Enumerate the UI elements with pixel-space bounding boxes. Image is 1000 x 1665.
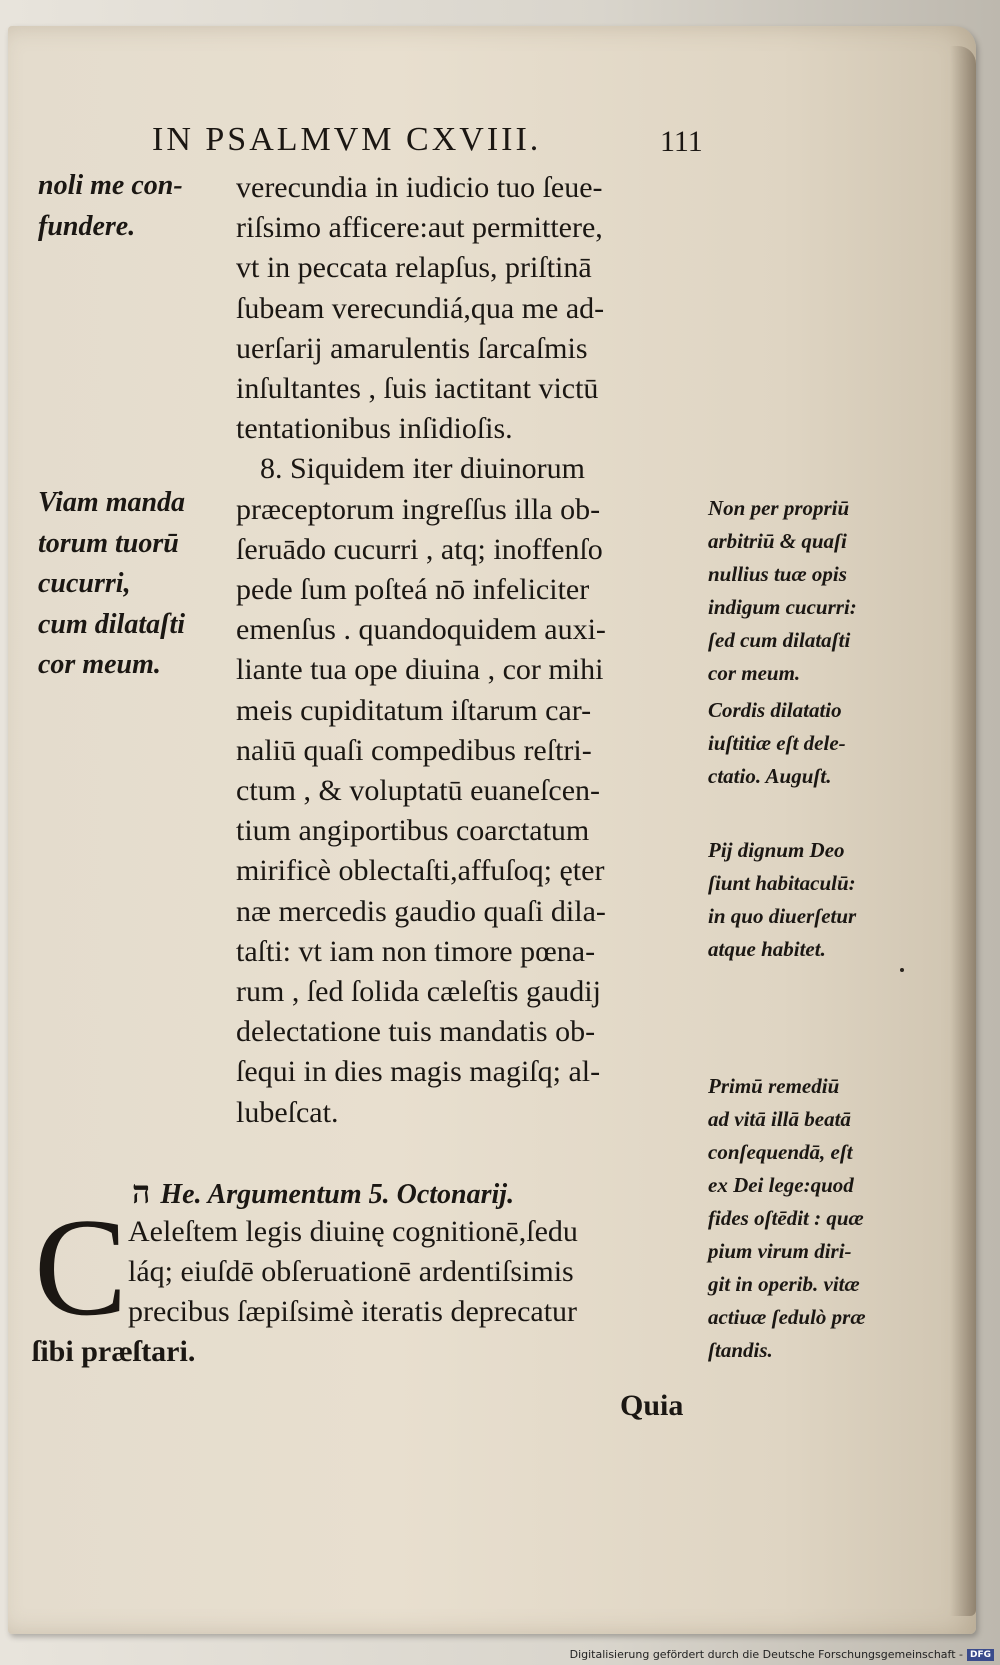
gloss-line: fides oſtēdit : quæ <box>708 1206 864 1230</box>
gloss-line: Viam manda <box>38 487 186 518</box>
gloss-line: ctatio. Auguſt. <box>708 764 832 788</box>
gloss-line: torum tuorū <box>38 527 179 559</box>
gloss-line: cor meum. <box>708 661 801 685</box>
right-margin-gloss <box>708 492 908 690</box>
digitization-credit <box>570 1648 994 1662</box>
gloss-line: cucurri, <box>38 568 131 599</box>
main-text-line: næ mercedis gaudio quaſi dila- <box>236 894 606 928</box>
main-text-line: taſti: vt iam non timore pœna- <box>236 934 596 968</box>
main-text-line: meis cupiditatum iſtarum car- <box>236 693 592 727</box>
hebrew-letter: ה <box>132 1174 151 1210</box>
main-text-line: ſequi in dies magis magiſq; al- <box>236 1055 601 1089</box>
main-text-line: præceptorum ingreſſus illa ob- <box>236 492 601 526</box>
catchword: Quia <box>620 1389 684 1422</box>
main-text-line: delectatione tuis mandatis ob- <box>236 1015 596 1049</box>
main-text-line: ſubeam verecundiá,qua me ad- <box>236 291 605 325</box>
main-text-line: tium angiportibus coarctatum <box>236 814 590 848</box>
gloss-line: cor meum. <box>38 649 161 680</box>
main-text-line: pede ſum poſteá nō infeliciter <box>236 573 590 607</box>
gloss-line: ſtandis. <box>708 1338 773 1362</box>
argument-line: láq; eiuſdē obſeruationē ardentiſsimis <box>128 1255 574 1288</box>
main-text-line: emenſus . quandoquidem auxi- <box>236 613 606 647</box>
gloss-line: ad vitā illā beatā <box>708 1107 851 1131</box>
gloss-line: Primū remediū <box>708 1074 840 1098</box>
argument-line: Aeleſtem legis diuinę cognitionē,ſedu <box>128 1215 578 1248</box>
gloss-line: atque habitet. <box>708 937 826 961</box>
main-text-line: riſsimo afficere:aut permittere, <box>236 211 603 245</box>
running-head: IN PSALMVM CXVIII. <box>152 121 542 158</box>
argument-line: precibus ſæpiſsimè iteratis deprecatur <box>128 1295 578 1328</box>
gloss-line: ex Dei lege:quod <box>708 1173 854 1197</box>
gloss-line: cum dilataſti <box>38 608 185 640</box>
argument-line: ſibi præſtari. <box>32 1335 196 1368</box>
main-text-line: tentationibus inſidioſis. <box>236 412 513 446</box>
right-margin-gloss <box>708 1070 908 1367</box>
main-text-line: ctum , & voluptatū euaneſcen- <box>236 774 601 808</box>
main-text-line: verecundia in iudicio tuo ſeue- <box>236 171 603 204</box>
main-text-line: mirificè oblectaſti,affuſoq; ęter <box>236 854 605 888</box>
gloss-line: ſiunt habitaculū: <box>708 871 856 895</box>
right-margin-gloss <box>708 834 908 966</box>
gloss-line: nullius tuæ opis <box>708 562 847 586</box>
dfg-logo: DFG <box>967 1649 994 1661</box>
main-text-line: 8. Siquidem iter diuinorum <box>260 452 585 486</box>
ink-speck <box>900 968 904 972</box>
left-margin-gloss <box>38 483 228 686</box>
gloss-line: noli me con- <box>38 170 183 201</box>
gloss-line: Cordis dilatatio <box>708 698 842 722</box>
main-text-line: rum , ſed ſolida cæleſtis gaudij <box>236 975 601 1009</box>
main-text-line: lubeſcat. <box>236 1095 339 1129</box>
main-text-line: vt in peccata relapſus, priſtinā <box>236 251 592 285</box>
gloss-line: Non per propriū <box>708 496 850 520</box>
main-text-line: liante tua ope diuina , cor mihi <box>236 653 604 687</box>
main-text-line: uerſarij amarulentis ſarcaſmis <box>236 331 588 365</box>
page-edge-shadow <box>950 46 976 1616</box>
section-heading <box>132 1172 692 1215</box>
right-margin-gloss <box>708 694 908 793</box>
main-text-column <box>236 168 706 1133</box>
gloss-line: indigum cucurri: <box>708 595 857 619</box>
page-number: 111 <box>660 125 703 158</box>
gloss-line: arbitriū & quaſi <box>708 529 847 553</box>
main-text-line: naliū quaſi compedibus reſtri- <box>236 733 592 767</box>
gloss-line: fundere. <box>38 210 136 242</box>
left-margin-gloss <box>38 166 228 247</box>
credit-text: Digitalisierung gefördert durch die Deutsche Forschungsgemeinschaft - <box>569 1648 963 1661</box>
gloss-line: ſed cum dilataſti <box>708 628 851 652</box>
gloss-line: in quo diuerſetur <box>708 904 857 928</box>
section-heading-text: He. Argumentum 5. Octonarij. <box>160 1179 515 1210</box>
drop-cap: C <box>34 1190 128 1345</box>
gloss-line: Pij dignum Deo <box>708 838 845 862</box>
argument-text <box>32 1212 708 1372</box>
gloss-line: conſequendā, eſt <box>708 1140 853 1164</box>
gloss-line: pium virum diri- <box>708 1239 852 1263</box>
gloss-line: git in operib. vitæ <box>708 1272 860 1296</box>
main-text-line: ſeruādo cucurri , atq; inoffenſo <box>236 532 603 566</box>
gloss-line: actiuæ ſedulò præ <box>708 1305 866 1329</box>
main-text-line: inſultantes , ſuis iactitant victū <box>236 372 599 406</box>
gloss-line: iuſtitiæ eſt dele- <box>708 731 846 755</box>
